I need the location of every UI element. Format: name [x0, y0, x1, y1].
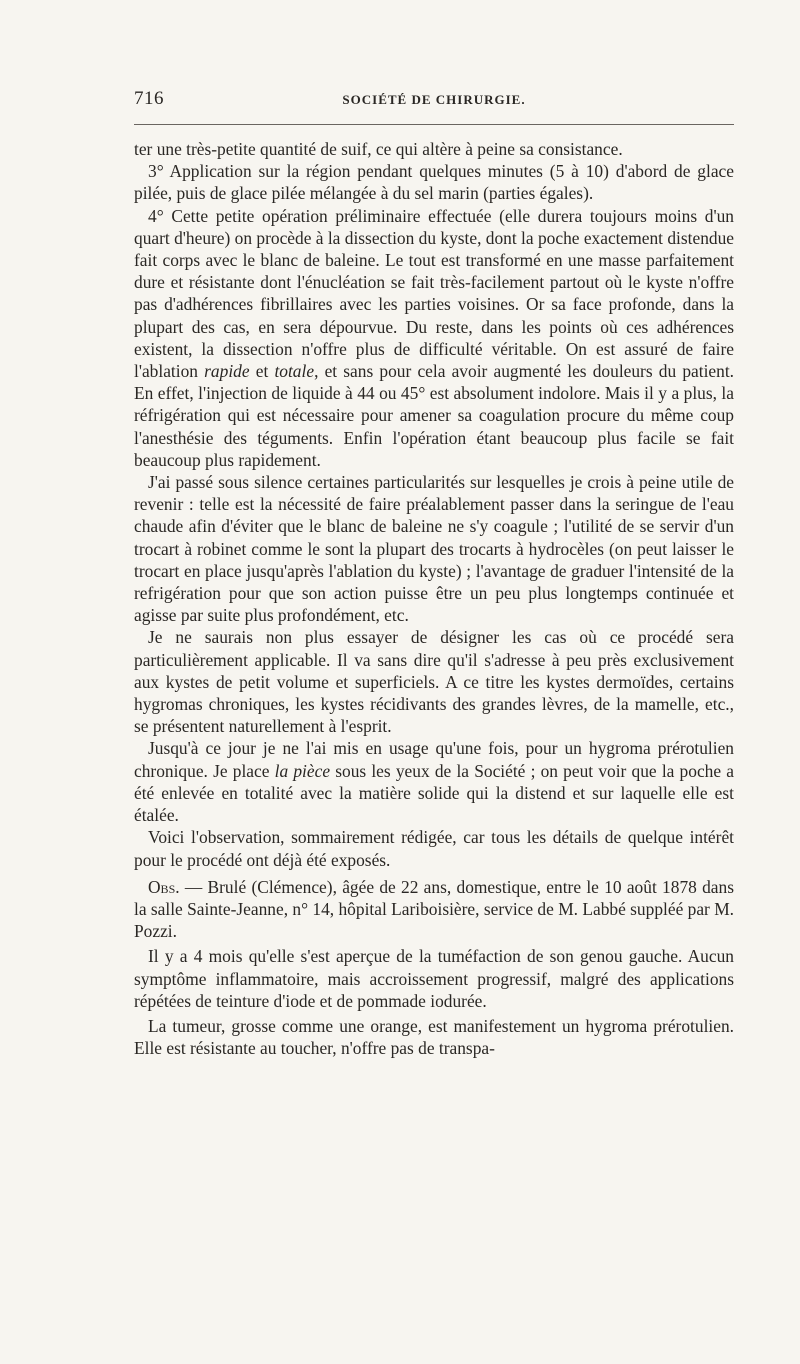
paragraph-text: et [249, 361, 275, 382]
paragraph-step-3 [134, 160, 734, 204]
emphasis-la-piece: la pièce [274, 760, 331, 781]
emphasis-rapide: rapide [204, 361, 250, 382]
paragraph-text: , et sans pour cela avoir augmenté les douleurs du patient. En effet, l'injection de liquide à 44 ou 45° est absolument indolore. Mais il y a plus, la réfrigération qui est nécessaire pour amener sa coagulation procure du même coup l'anesthésie des téguments. Enfin l'opération étant beaucoup plus facile se fait beaucoup plus rapidement. [134, 361, 735, 470]
paragraph-text: — Brulé (Clémence), âgée de 22 ans, domestique, entre le 10 août 1878 dans la salle Sainte-Jeanne, n° 14, hôpital Lariboisière, service de M. Labbé suppléé par M. Pozzi. [134, 876, 734, 942]
paragraph-specimen [134, 737, 734, 826]
observation-label: Obs. [148, 876, 180, 897]
paragraph-text: sous les yeux de la Société ; on peut voir que la poche a été enlevée en totalité avec la matière solide qui la distend et sur laquelle elle est étalée. [134, 760, 734, 826]
paragraph-indications [134, 626, 734, 737]
paragraph-text: La tumeur, grosse comme une orange, est manifestement un hygroma prérotulien. Elle est résistante au toucher, n'offre pas de transpa- [134, 1015, 734, 1059]
paragraph-text: 4° Cette petite opération préliminaire effectuée (elle durera toujours moins d'un quart d'heure) on procède à la dissection du kyste, dont la poche exactement distendue fait corps avec le blanc de baleine. Le tout est transformé en une masse parfaitement dure et résistante dont l'énucléation se fait très-facilement partout où le kyste n'offre pas d'adhérences fibrillaires avec les parties voisines. Or sa face profonde, dans la plupart des cas, en sera dépourvue. Du reste, dans les points où ces adhérences existent, la dissection n'offre plus de difficulté véritable. On est assuré de faire l'ablation [134, 205, 735, 382]
paragraph-history [134, 945, 734, 1012]
page-number: 716 [134, 88, 164, 109]
paragraph-text: Voici l'observation, sommairement rédigée, car tous les détails de quelque intérêt pour le procédé ont déjà été exposés. [134, 827, 734, 870]
paragraph-step-4 [134, 205, 734, 471]
paragraph-text: Il y a 4 mois qu'elle s'est aperçue de la tuméfaction de son genou gauche. Aucun symptôme inflammatoire, mais accroissement progressif, malgré des applications répétées de teinture d'iode et de pommade iodurée. [134, 946, 734, 1011]
paragraph-text: Je ne saurais non plus essayer de désigner les cas où ce procédé sera particulièrement applicable. Il va sans dire qu'il s'adresse à peu près exclusivement aux kystes de petit volume et superficiels. A ce titre les kystes dermoïdes, certains hygromas chroniques, les kystes récidivants des grandes lèvres, de la mamelle, etc., se présentent naturellement à l'esprit. [134, 627, 734, 737]
body-text [134, 138, 734, 1059]
emphasis-totale: totale [274, 361, 315, 382]
paragraph-text: ter une très-petite quantité de suif, ce qui altère à peine sa consistance. [134, 139, 623, 159]
page-header [134, 88, 734, 112]
header-rule [134, 124, 734, 125]
paragraph-text: J'ai passé sous silence certaines particularités sur lesquelles je crois à peine utile de revenir : telle est la nécessité de faire préalablement passer dans la seringue de l'eau chaude afin d'éviter que le blanc de baleine ne s'y coagule ; l'utilité de se servir d'un trocart à robinet comme le sont la plupart des trocarts à hydrocèles (on peut laisser le trocart en place jusqu'après l'ablation du kyste) ; l'avantage de graduer l'intensité de la refrigération pour que son action puisse être un peu plus longtemps continuée et agisse par suite plus profondément, etc. [134, 472, 734, 626]
paragraph-continued [134, 138, 734, 160]
running-title: SOCIÉTÉ DE CHIRURGIE. [342, 92, 526, 107]
paragraph-tumor [134, 1015, 734, 1059]
paragraph-observation-intro [134, 826, 734, 870]
paragraph-text: Jusqu'à ce jour je ne l'ai mis en usage qu'une fois, pour un hygroma prérotulien chronique. Je place [134, 738, 734, 781]
paragraph-observation [134, 876, 734, 943]
paragraph-particularities [134, 471, 734, 626]
paragraph-text: 3° Application sur la région pendant quelques minutes (5 à 10) d'abord de glace pilée, puis de glace pilée mélangée à du sel marin (parties égales). [134, 161, 734, 204]
